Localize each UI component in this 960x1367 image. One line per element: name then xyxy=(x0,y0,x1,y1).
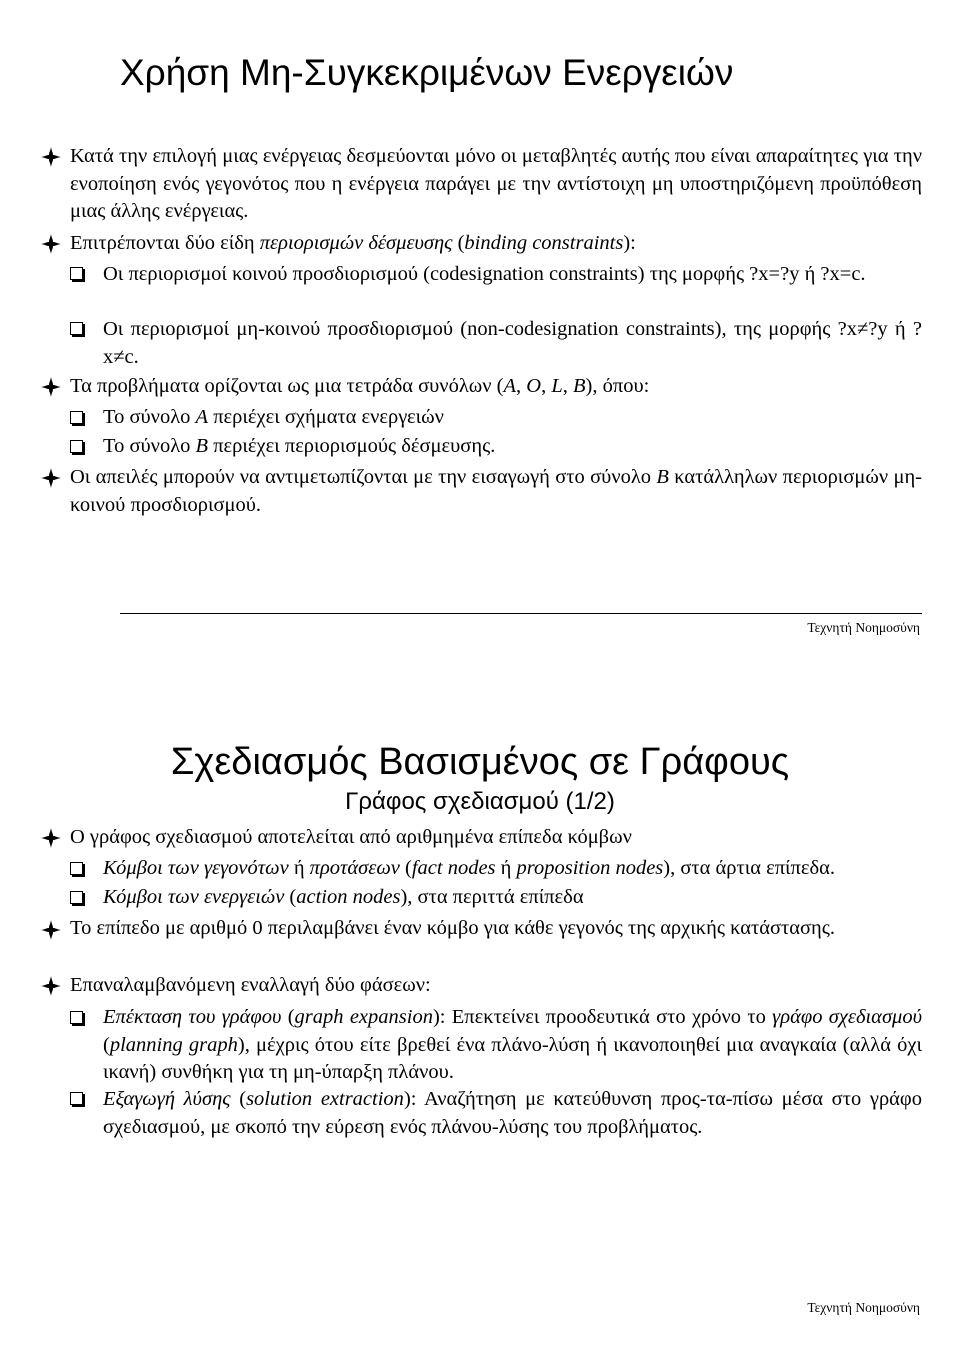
checkbox-bullet-icon xyxy=(70,322,83,335)
slide-title: Χρήση Μη-Συγκεκριμένων Ενεργειών xyxy=(120,52,734,93)
sub-bullet-paragraph: Επέκταση του γράφου (graph expansion): Επεκτείνει προοδευτικά στο χρόνο το γράφο σχεδιασμού (planning graph), μέχρις ότου είτε βρεθεί ένα πλάνο-λύση ή ικανοποιηθεί μια αναγκαία (αλλά όχι ικανή) συνθήκη για τη μη-ύπαρξη πλάνου. xyxy=(103,1006,923,1083)
slide-subtitle: Γράφος σχεδιασμού (1/2) xyxy=(345,788,615,815)
bullet-paragraph: Οι απειλές μπορούν να αντιμετωπίζονται με την εισαγωγή στο σύνολο B κατάλληλων περιορισμών μη-κοινού προσδιορισμού. xyxy=(70,466,923,516)
footer-divider xyxy=(120,613,922,614)
checkbox-bullet-icon xyxy=(70,1092,83,1105)
bullet-paragraph: Κατά την επιλογή μιας ενέργειας δεσμεύονται μόνο οι μεταβλητές αυτής που είναι απαραίτητες για την ενοποίηση ενός γεγονότος που η ενέργεια παράγει με την αντίστοιχη μη υποστηριζόμενη προϋπόθεση μιας άλλης ενέργειας. xyxy=(70,145,922,222)
slide-title: Σχεδιασμός Βασισμένος σε Γράφους xyxy=(170,741,790,783)
bullet-paragraph: Το επίπεδο με αριθμό 0 περιλαμβάνει έναν κόμβο για κάθε γεγονός της αρχικής κατάστασης. xyxy=(70,917,835,939)
footer-label: Τεχνητή Νοημοσύνη xyxy=(807,620,920,635)
diamond-bullet-icon xyxy=(40,827,62,849)
checkbox-bullet-icon xyxy=(70,891,83,904)
bullet-paragraph: Επαναλαμβανόμενη εναλλαγή δύο φάσεων: xyxy=(70,974,431,996)
sub-bullet-paragraph: Το σύνολο B περιέχει περιορισμούς δέσμευσης. xyxy=(103,435,496,457)
checkbox-bullet-icon xyxy=(70,267,83,280)
diamond-bullet-icon xyxy=(40,146,62,168)
sub-bullet-paragraph: Κόμβοι των γεγονότων ή προτάσεων (fact nodes ή proposition nodes), στα άρτια επίπεδα. xyxy=(103,857,836,879)
diamond-bullet-icon xyxy=(40,233,62,255)
sub-bullet-paragraph: Κόμβοι των ενεργειών (action nodes), στα περιττά επίπεδα xyxy=(103,886,584,908)
bullet-paragraph: Ο γράφος σχεδιασμού αποτελείται από αριθμημένα επίπεδα κόμβων xyxy=(70,826,632,848)
diamond-bullet-icon xyxy=(40,975,62,997)
sub-bullet-paragraph: Εξαγωγή λύσης (solution extraction): Αναζήτηση με κατεύθυνση προς-τα-πίσω μέσα στο γράφο σχεδιασμού, με σκοπό την εύρεση ενός πλάνου-λύσης του προβλήματος. xyxy=(103,1088,922,1138)
checkbox-bullet-icon xyxy=(70,440,83,453)
bullet-paragraph: Τα προβλήματα ορίζονται ως μια τετράδα συνόλων (A, O, L, B), όπου: xyxy=(70,375,650,397)
checkbox-bullet-icon xyxy=(70,1011,83,1024)
slide-2 xyxy=(0,684,960,1367)
diamond-bullet-icon xyxy=(40,919,62,941)
checkbox-bullet-icon xyxy=(70,862,83,875)
sub-bullet-paragraph: Το σύνολο A περιέχει σχήματα ενεργειών xyxy=(103,406,444,428)
diamond-bullet-icon xyxy=(40,376,62,398)
diamond-bullet-icon xyxy=(40,467,62,489)
sub-bullet-paragraph: Οι περιορισμοί μη-κοινού προσδιορισμού (non-codesignation constraints), της μορφής ?x≠?y ή ?x≠c. xyxy=(103,318,922,368)
sub-bullet-paragraph: Οι περιορισμοί κοινού προσδιορισμού (codesignation constraints) της μορφής ?x=?y ή ?x=c. xyxy=(103,263,866,285)
bullet-paragraph: Επιτρέπονται δύο είδη περιορισμών δέσμευσης (binding constraints): xyxy=(70,232,636,254)
footer-label: Τεχνητή Νοημοσύνη xyxy=(807,1300,920,1315)
checkbox-bullet-icon xyxy=(70,411,83,424)
